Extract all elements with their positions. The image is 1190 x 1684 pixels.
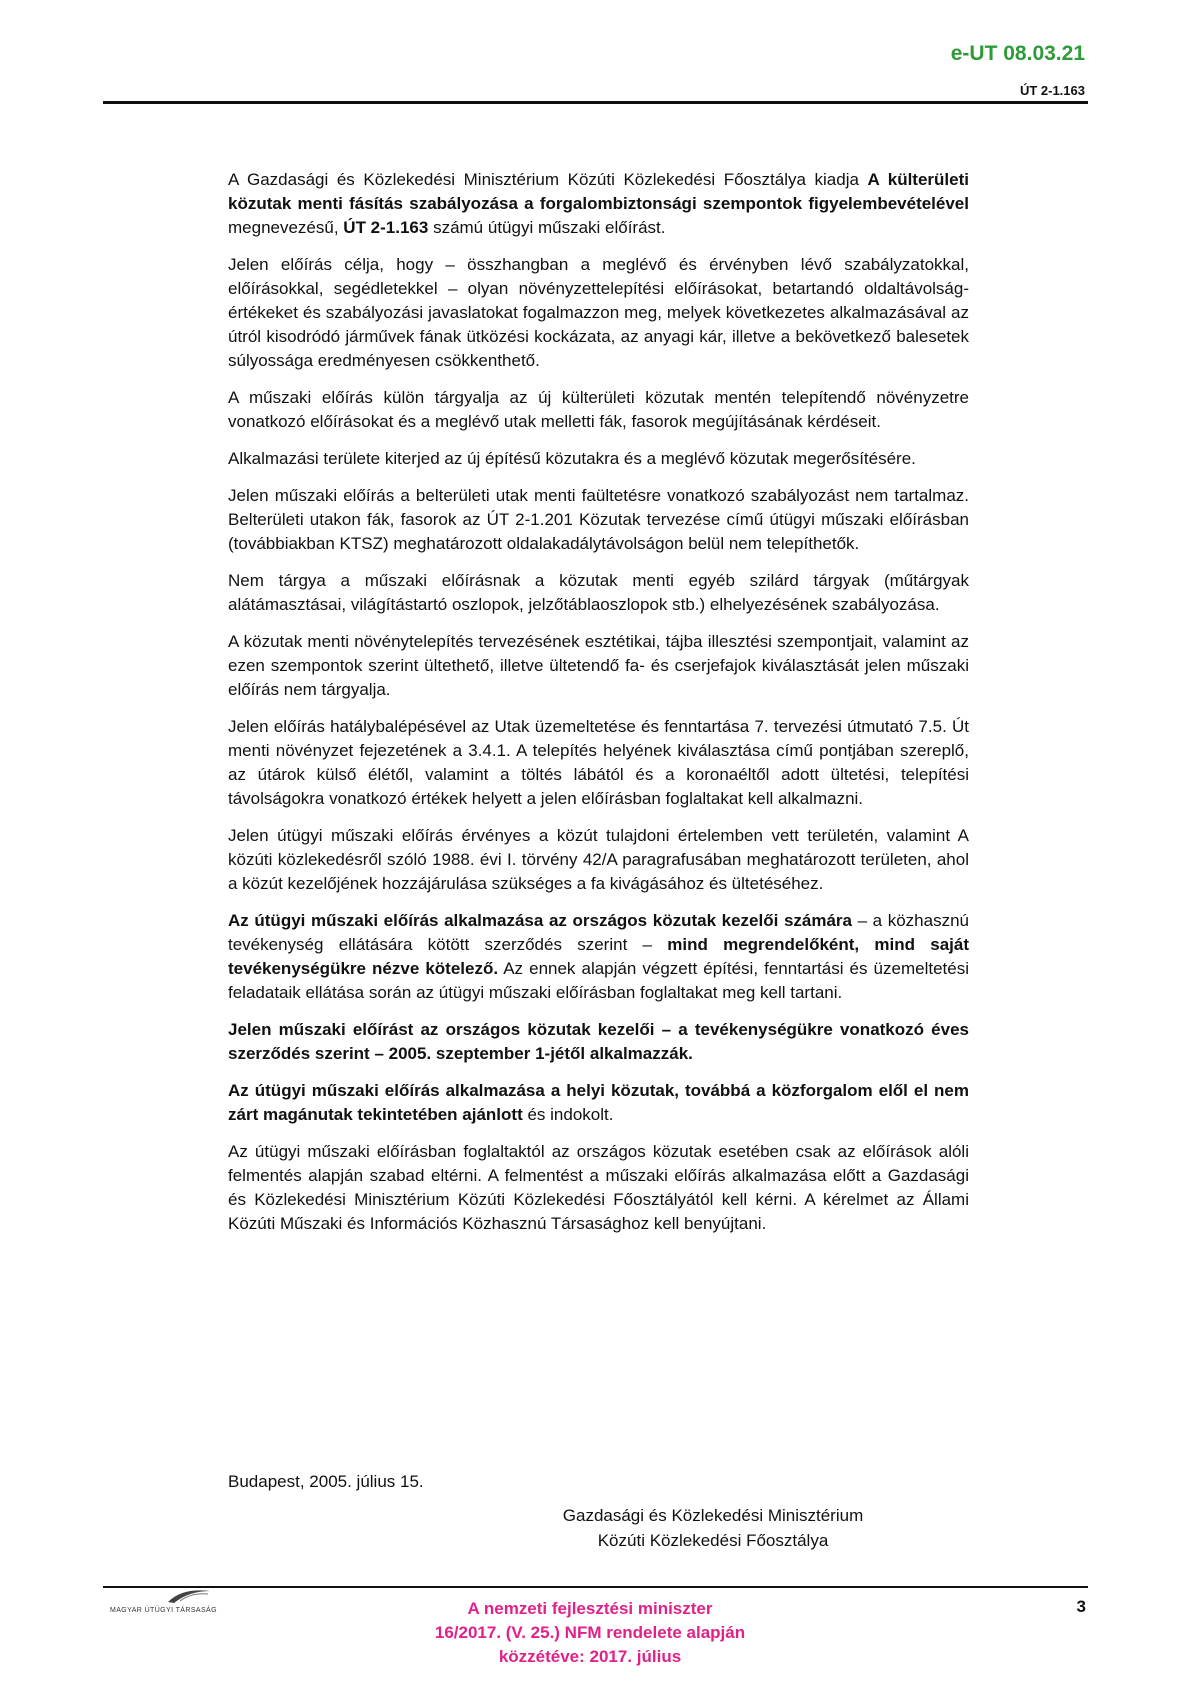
signature-line-1: Gazdasági és Közlekedési Minisztérium bbox=[562, 1506, 864, 1525]
publication-note bbox=[390, 1597, 790, 1669]
swoosh-icon bbox=[166, 1588, 212, 1604]
text-run: Jelen útügyi műszaki előírás érvényes a közút tulajdoni értelemben vett területén, valamint A közúti közlekedésről szóló 1988. évi I. törvény 42/A paragrafusában meghatározott területen, ahol a közút kezelőjének hozzájárulása szükséges a fa kivágásához és ültetéséhez. bbox=[228, 826, 969, 893]
bold-text-run: A külterületi közutak menti fásítás szabályozása a forgalombiztonsági szempontok figyelembevételével bbox=[228, 170, 969, 213]
body-paragraph bbox=[228, 168, 969, 240]
bold-text-run: mind megrendelőként, mind saját tevékenységükre nézve kötelező. bbox=[228, 935, 969, 978]
body-paragraph bbox=[228, 824, 969, 896]
text-run: A közutak menti növénytelepítés tervezésének esztétikai, tájba illesztési szempontjait, valamint az ezen szempontok szerint ültethető, illetve ültetendő fa- és cserjefajok kiválasztását jelen műszaki előírás nem tárgyalja. bbox=[228, 632, 969, 699]
bold-text-run: Az útügyi műszaki előírás alkalmazása a helyi közutak, továbbá a közforgalom elől el nem zárt magánutak tekintetében ajánlott bbox=[228, 1081, 969, 1124]
body-paragraph bbox=[228, 1079, 969, 1127]
society-logo bbox=[110, 1588, 270, 1614]
text-run: megnevezésű, bbox=[228, 218, 344, 237]
body-paragraph bbox=[228, 484, 969, 556]
place-and-date: Budapest, 2005. július 15. bbox=[228, 1472, 424, 1491]
signature-block bbox=[543, 1503, 883, 1553]
body-paragraph bbox=[228, 909, 969, 1005]
text-run: Az útügyi műszaki előírásban foglaltaktól az országos közutak esetében csak az előírások alóli felmentés alapján szabad eltérni. A felmentést a műszaki előírás alkalmazása előtt a Gazdasági és Közlekedési Minisztérium Közúti Közlekedési Főosztályától kell kérni. A kérelmet az Állami Közúti Műszaki és Információs Közhasznú Társasághoz kell benyújtani. bbox=[228, 1142, 969, 1233]
body-paragraph bbox=[228, 447, 969, 471]
body-paragraph bbox=[228, 630, 969, 702]
body-paragraph bbox=[228, 1018, 969, 1066]
text-run: Jelen műszaki előírás a belterületi utak menti faültetésre vonatkozó szabályozást nem tartalmaz. Belterületi utakon fák, fasorok az ÚT 2-1.201 Közutak tervezése című útügyi műszaki előírásban (továbbiakban KTSZ) meghatározott oldalakadálytávolságon belül nem telepíthetők. bbox=[228, 486, 969, 553]
body-paragraph bbox=[228, 569, 969, 617]
text-run: A műszaki előírás külön tárgyalja az új külterületi közutak mentén telepítendő növényzetre vonatkozó előírásokat és a meglévő utak melletti fák, fasorok megújításának kérdéseit. bbox=[228, 388, 969, 431]
logo-text: MAGYAR ÚTÜGYI TÁRSASÁG bbox=[110, 1607, 217, 1614]
publication-line-3: közzétéve: 2017. július bbox=[498, 1647, 682, 1666]
text-run: és indokolt. bbox=[522, 1105, 614, 1124]
publication-line-2: 16/2017. (V. 25.) NFM rendelete alapján bbox=[434, 1623, 746, 1642]
document-code: e-UT 08.03.21 bbox=[950, 42, 1085, 65]
body-paragraph bbox=[228, 253, 969, 373]
header-divider bbox=[103, 101, 1088, 104]
bold-text-run: Jelen műszaki előírást az országos közutak kezelői – a tevékenységükre vonatkozó éves szerződés szerint – 2005. szeptember 1-jétől alkalmazzák. bbox=[228, 1020, 969, 1063]
body-paragraph bbox=[228, 715, 969, 811]
bold-text-run: ÚT 2-1.163 bbox=[343, 218, 429, 237]
body-paragraph bbox=[228, 386, 969, 434]
text-run: számú útügyi műszaki előírást. bbox=[428, 218, 666, 237]
text-run: Jelen előírás hatálybalépésével az Utak üzemeltetése és fenntartása 7. tervezési útmutató 7.5. Út menti növényzet fejezetének a 3.4.1. A telepítés helyének kiválasztása című pontjában szereplő, az útárok külső élétől, valamint a töltés lábától és a koronaéltől adott ültetési, telepítési távolságokra vonatkozó értékek helyett a jelen előírásban foglaltakat kell alkalmazni. bbox=[228, 717, 969, 808]
bold-text-run: Az útügyi műszaki előírás alkalmazása az országos közutak kezelői számára bbox=[228, 911, 852, 930]
publication-line-1: A nemzeti fejlesztési miniszter bbox=[467, 1599, 713, 1618]
body-paragraph bbox=[228, 1140, 969, 1236]
document-body bbox=[228, 168, 969, 1249]
document-subcode: ÚT 2-1.163 bbox=[1019, 83, 1085, 98]
text-run: Az ennek alapján végzett építési, fenntartási és üzemeltetési feladataik ellátása során az útügyi műszaki előírásban foglaltakat meg kell tartani. bbox=[228, 959, 969, 1002]
text-run: Alkalmazási területe kiterjed az új építésű közutakra és a meglévő közutak megerősítésére. bbox=[228, 449, 916, 468]
signature-line-2: Közúti Közlekedési Főosztálya bbox=[597, 1531, 829, 1550]
text-run: A Gazdasági és Közlekedési Minisztérium Közúti Közlekedési Főosztálya kiadja bbox=[228, 170, 868, 189]
page-number: 3 bbox=[1076, 1597, 1086, 1616]
text-run: – a közhasznú tevékenység ellátására kötött szerződés szerint – bbox=[228, 911, 969, 954]
text-run: Nem tárgya a műszaki előírásnak a közutak menti egyéb szilárd tárgyak (műtárgyak alátámasztásai, világítástartó oszlopok, jelzőtáblaoszlopok stb.) elhelyezésének szabályozása. bbox=[228, 571, 969, 614]
text-run: Jelen előírás célja, hogy – összhangban a meglévő és érvényben lévő szabályzatokkal, előírásokkal, segédletekkel – olyan növényzettelepítési előírásokat, betartandó oldaltávolság-értékeket és szabályozási javaslatokat fogalmazzon meg, melyek következetes alkalmazásával az útról kisodródó járművek fának ütközési kockázata, az anyagi kár, illetve a bekövetkező balesetek súlyossága eredményesen csökkenthető. bbox=[228, 255, 969, 370]
